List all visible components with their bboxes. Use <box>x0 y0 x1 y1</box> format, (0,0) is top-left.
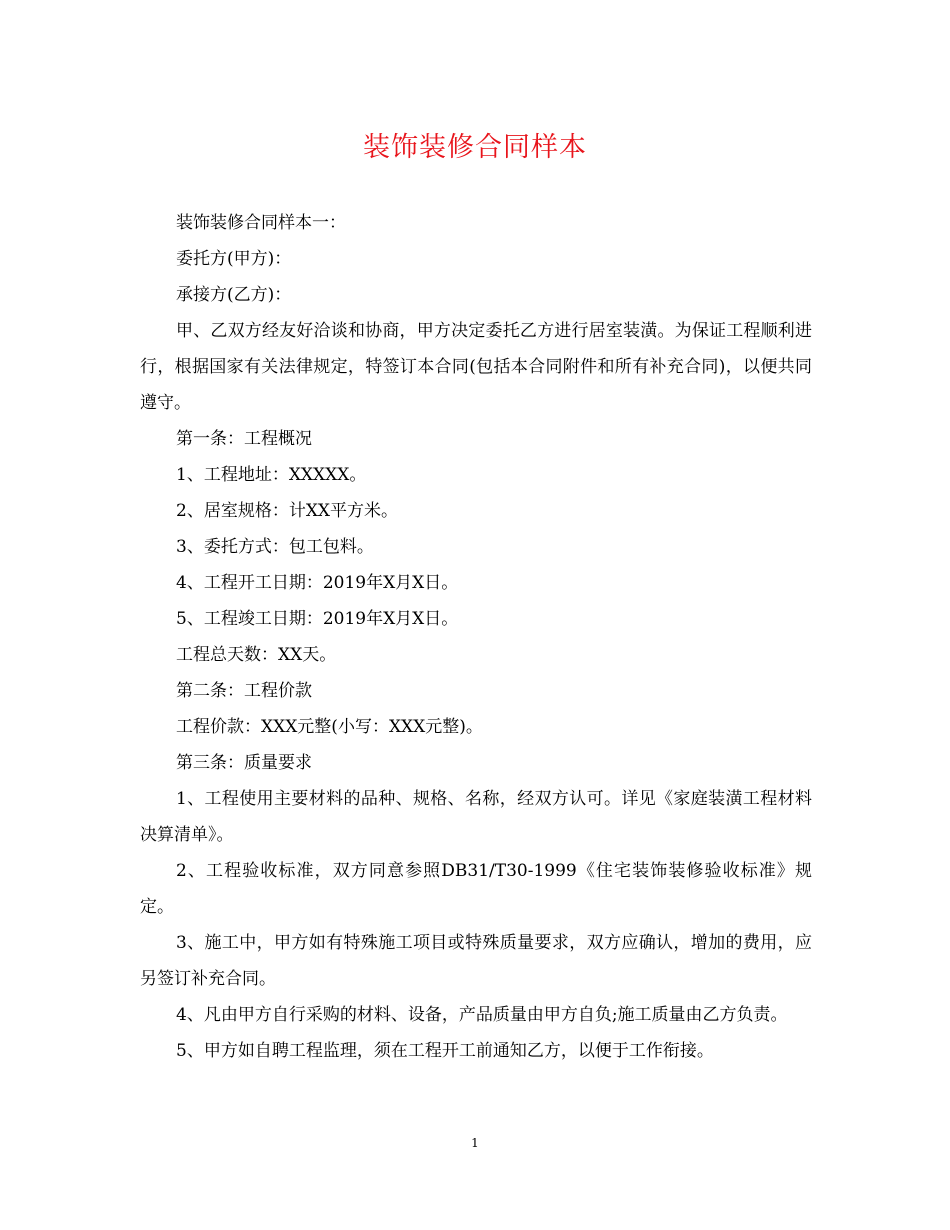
paragraph: 装饰装修合同样本一： <box>176 213 346 233</box>
paragraph: 1、工程使用主要材料的品种、规格、名称，经双方认可。详见《家庭装潢工程材料决算清单》。 <box>140 789 812 845</box>
paragraph: 工程总天数：XX天。 <box>176 645 337 665</box>
paragraph: 5、甲方如自聘工程监理，须在工程开工前通知乙方，以便于工作衔接。 <box>176 1041 714 1061</box>
paragraph: 1、工程地址：XXXXX。 <box>176 465 367 485</box>
paragraph: 2、工程验收标准，双方同意参照DB31/T30-1999《住宅装饰装修验收标准》规定。 <box>140 861 812 917</box>
paragraph: 工程价款：XXX元整(小写：XXX元整)。 <box>176 717 483 737</box>
paragraph: 4、凡由甲方自行采购的材料、设备，产品质量由甲方自负;施工质量由乙方负责。 <box>176 1005 788 1025</box>
page-number: 1 <box>471 1136 479 1150</box>
paragraph: 3、委托方式：包工包料。 <box>176 537 374 557</box>
document-title: 装饰装修合同样本 <box>363 132 587 163</box>
paragraph: 委托方(甲方)： <box>176 249 292 269</box>
paragraph: 3、施工中，甲方如有特殊施工项目或特殊质量要求，双方应确认，增加的费用，应另签订补充合同。 <box>140 933 812 989</box>
paragraph: 承接方(乙方)： <box>176 285 292 305</box>
document-body <box>140 205 812 1069</box>
section-heading: 第一条：工程概况 <box>176 429 312 449</box>
paragraph: 甲、乙双方经友好洽谈和协商，甲方决定委托乙方进行居室装潢。为保证工程顺利进行，根据国家有关法律规定，特签订本合同(包括本合同附件和所有补充合同)，以便共同遵守。 <box>140 321 812 413</box>
paragraph: 4、工程开工日期：2019年X月X日。 <box>176 573 459 593</box>
section-heading: 第三条：质量要求 <box>176 753 312 773</box>
section-heading: 第二条：工程价款 <box>176 681 312 701</box>
paragraph: 5、工程竣工日期：2019年X月X日。 <box>176 609 459 629</box>
paragraph: 2、居室规格：计XX平方米。 <box>176 501 399 521</box>
